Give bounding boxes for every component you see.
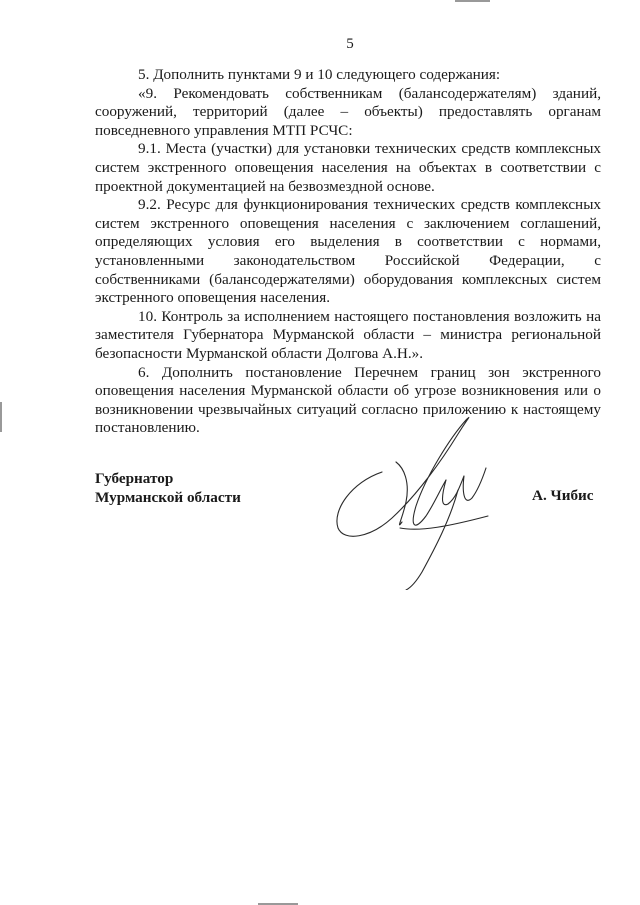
handwritten-signature bbox=[330, 410, 500, 590]
signatory-position bbox=[95, 469, 241, 507]
paragraph-item-9-1: 9.1. Места (участки) для установки технических средств комплексных систем экстренного оповещения населения на объектах в соответствии с проектной документацией на безвозмездной основе. bbox=[95, 140, 601, 195]
document-body bbox=[95, 66, 601, 438]
paragraph-item-9: «9. Рекомендовать собственникам (балансодержателям) зданий, сооружений, территорий (далее – объекты) предоставлять органам повседневного управления МТП РСЧС: bbox=[95, 84, 601, 139]
signatory-name: А. Чибис bbox=[532, 487, 594, 504]
signatory-position-line: Губернатор bbox=[95, 470, 174, 487]
paragraph-item-10: 10. Контроль за исполнением настоящего постановления возложить на заместителя Губернатора Мурманской области – министра региональной безопасности Мурманской области Долгова А.Н.». bbox=[95, 307, 601, 362]
page-number: 5 bbox=[346, 36, 354, 52]
signatory-region-line: Мурманской области bbox=[95, 489, 241, 506]
scan-artifact-left bbox=[0, 402, 2, 432]
paragraph-item-9-2: 9.2. Ресурс для функционирования технических средств комплексных систем экстренного оповещения населения с заключением соглашений, определяющих условия его выделения в соответствии с нормами, установленными законодательством Российской Федерации, с собственниками (балансодержателями) оборудования комплексных систем экстренного оповещения населения. bbox=[95, 196, 601, 307]
paragraph-item-6: 6. Дополнить постановление Перечнем границ зон экстренного оповещения населения Мурманской области об угрозе возникновения или о возникновении чрезвычайных ситуаций согласно приложению к настоящему постановлению. bbox=[95, 363, 601, 437]
scan-artifact-top bbox=[455, 0, 490, 2]
paragraph-item-5: 5. Дополнить пунктами 9 и 10 следующего содержания: bbox=[138, 66, 501, 83]
